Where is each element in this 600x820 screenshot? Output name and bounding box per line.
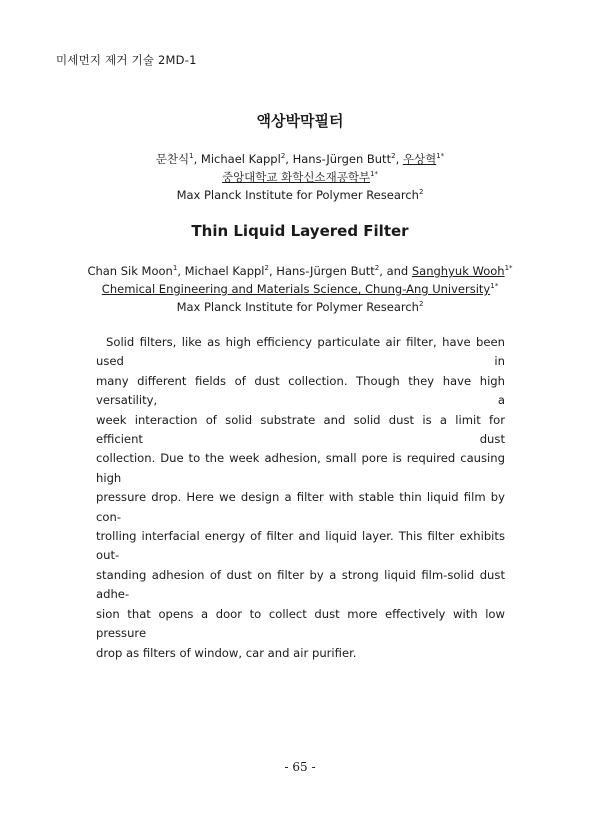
author-name: Michael Kappl [200,152,281,166]
corresponding-author-name: Sanghyuk Wooh [411,264,505,278]
page-number: - 65 - [284,760,316,774]
author-sup: 1 [172,264,178,272]
author-name: Hans-Jürgen Butt [276,264,375,278]
korean-affiliation-1 [0,168,600,186]
abstract-line: Solid filters, like as high efficiency particulate air filter, have been used in [96,335,505,369]
session-tag: 미세먼지 제거 기술 2MD-1 [56,53,197,67]
affiliation-sup: 1* [490,282,499,290]
author-sep: , and [379,264,412,278]
abstract-line: drop as filters of window, car and air purifier. [96,645,357,660]
author-sep: , [177,264,185,278]
corresponding-author-name: 우상혁 [402,152,437,166]
affiliation-text: Chemical Engineering and Materials Science, Chung-Ang University [101,282,491,296]
affiliation-sup: 2 [418,188,424,196]
author-sep: , [395,152,403,166]
affiliation-text: Max Planck Institute for Polymer Research [176,300,419,314]
author-name: Chan Sik Moon [87,264,173,278]
author-sup: 2 [374,264,380,272]
author-sep: , [193,152,201,166]
english-author-line [0,262,600,280]
author-sup: 2 [391,152,396,160]
english-affiliation-2 [0,298,600,316]
english-affiliation-1 [0,280,600,298]
korean-author-block [0,150,600,204]
korean-author-line [0,150,600,168]
affiliation-sup: 1* [370,170,379,178]
korean-title: 액상박막필터 [256,112,344,130]
author-sep: , [268,264,277,278]
author-sup: 2 [264,264,269,272]
abstract-line: week interaction of solid substrate and solid dust is a limit for efficient dust [96,412,505,447]
author-name: Hans-Jürgen Butt [292,152,392,166]
abstract-line: many different fields of dust collection. Though they have high versatility, a [96,373,505,408]
author-sup: 2 [280,152,286,160]
author-sup: 1* [436,152,445,160]
abstract-line: standing adhesion of dust on filter by a strong liquid film-solid dust adhe- [96,567,505,602]
abstract-body [96,333,505,663]
affiliation-text: 중앙대학교 화학신소재공학부 [221,170,371,184]
author-sep: , [285,152,293,166]
author-sup: 1* [504,264,513,272]
abstract-line: pressure drop. Here we design a filter with stable thin liquid film by con- [96,490,505,524]
author-sup: 1 [189,152,194,160]
korean-affiliation-2 [0,186,600,204]
affiliation-text: Max Planck Institute for Polymer Research [176,188,419,202]
abstract-line: sion that opens a door to collect dust more effectively with low pressure [96,606,505,641]
english-title: Thin Liquid Layered Filter [191,222,409,240]
author-name: 문찬식 [155,152,190,166]
abstract-line: collection. Due to the week adhesion, small pore is required causing high [96,451,505,485]
english-author-block [0,262,600,316]
abstract-line: trolling interfacial energy of filter and liquid layer. This filter exhibits out- [96,529,505,563]
affiliation-sup: 2 [418,300,424,308]
author-name: Michael Kappl [184,264,265,278]
